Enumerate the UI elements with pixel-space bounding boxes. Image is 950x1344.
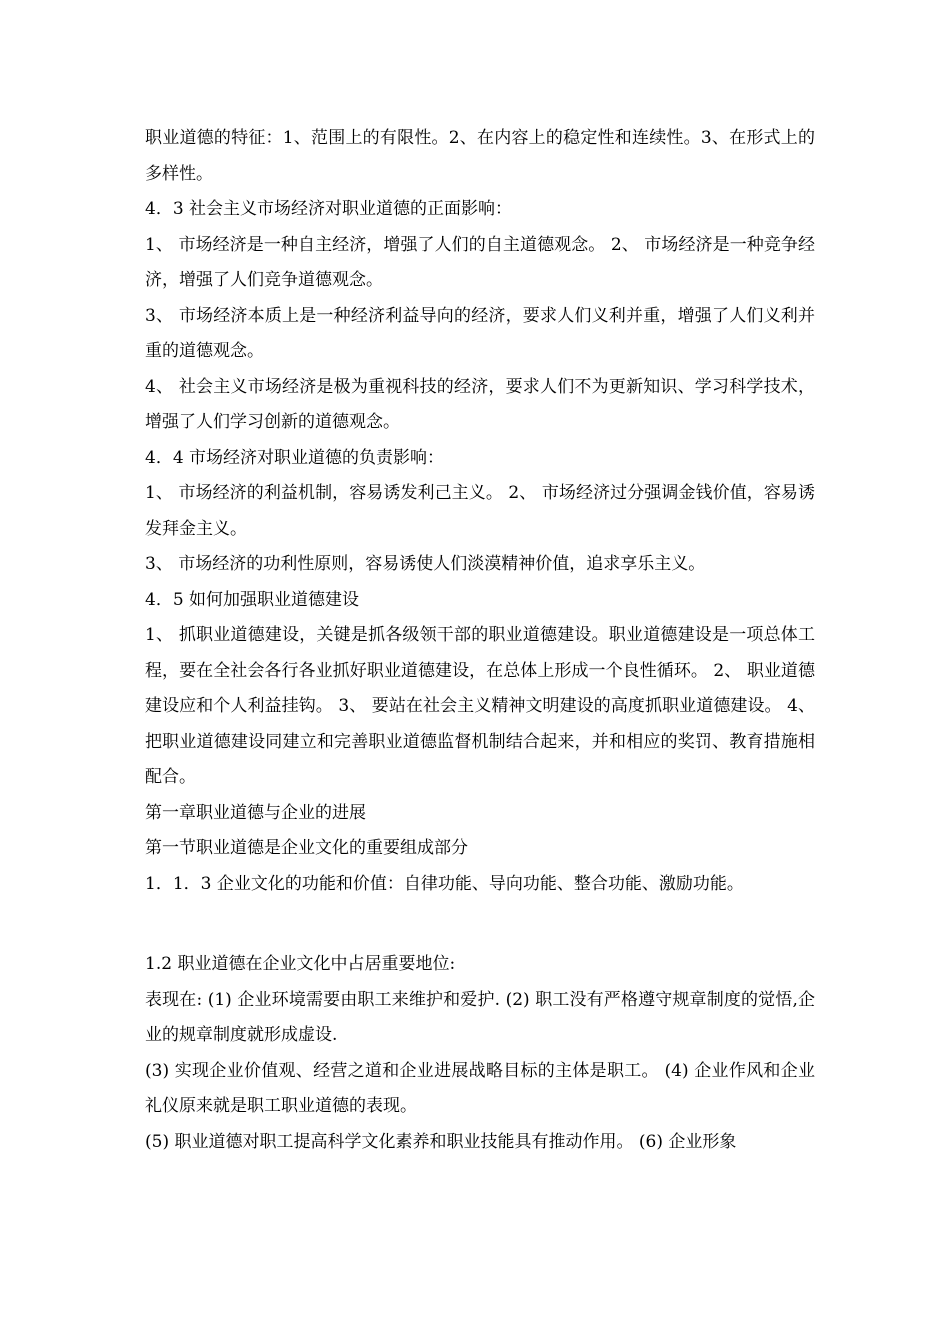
paragraph-1-1-3: 1．1．3 企业文化的功能和价值：自律功能、导向功能、整合功能、激励功能。 [145,873,744,894]
paragraph-positive-1-2: 1、 市场经济是一种自主经济，增强了人们的自主道德观念。 2、 市场经济是一种竞争经济，增强了人们竞争道德观念。 [145,234,815,290]
paragraph-characteristics: 职业道德的特征：1、范围上的有限性。2、在内容上的稳定性和连续性。3、在形式上的多样性。 [145,128,815,184]
document-body [145,121,815,1160]
paragraph-negative-1-2: 1、 市场经济的利益机制，容易诱发利己主义。 2、 市场经济过分强调金钱价值，容易诱发拜金主义。 [145,483,815,539]
heading-1-2: 1.2 职业道德在企业文化中占居重要地位: [145,954,456,974]
paragraph-negative-3: 3、 市场经济的功利性原则，容易诱使人们淡漠精神价值，追求享乐主义。 [145,554,706,574]
paragraph-manifest-5-6: (5) 职业道德对职工提高科学文化素养和职业技能具有推动作用。 (6) 企业形象 [145,1131,737,1152]
paragraph-manifest-1-2: 表现在: (1) 企业环境需要由职工来维护和爱护. (2) 职工没有严格遵守规章制度的觉悟,企业的规章制度就形成虚设. [145,989,815,1045]
section-title: 第一节职业道德是企业文化的重要组成部分 [145,838,468,858]
chapter-title: 第一章职业道德与企业的进展 [145,802,366,823]
paragraph-manifest-3-4: (3) 实现企业价值观、经营之道和企业进展战略目标的主体是职工。 (4) 企业作风和企业礼仪原来就是职工职业道德的表现。 [145,1060,815,1116]
heading-4-4: 4．4 市场经济对职业道德的负责影响： [145,447,445,468]
paragraph-positive-3: 3、 市场经济本质上是一种经济利益导向的经济，要求人们义利并重，增强了人们义利并重的道德观念。 [145,305,815,361]
paragraph-positive-4: 4、 社会主义市场经济是极为重视科技的经济，要求人们不为更新知识、学习科学技术，增强了人们学习创新的道德观念。 [145,376,815,432]
heading-4-3: 4．3 社会主义市场经济对职业道德的正面影响： [145,199,513,219]
blank-line [145,902,815,947]
paragraph-strengthen: 1、 抓职业道德建设，关键是抓各级领干部的职业道德建设。职业道德建设是一项总体工程，要在全社会各行各业抓好职业道德建设，在总体上形成一个良性循环。 2、 职业道德建设应和个人利益挂钩。 3、 要站在社会主义精神文明建设的高度抓职业道德建设。 4、 把职业道德建设同建立和完善职业道德监督机制结合起来，并和相应的奖罚、教育措施相配合。 [145,625,815,787]
heading-4-5: 4．5 如何加强职业道德建设 [145,589,360,610]
